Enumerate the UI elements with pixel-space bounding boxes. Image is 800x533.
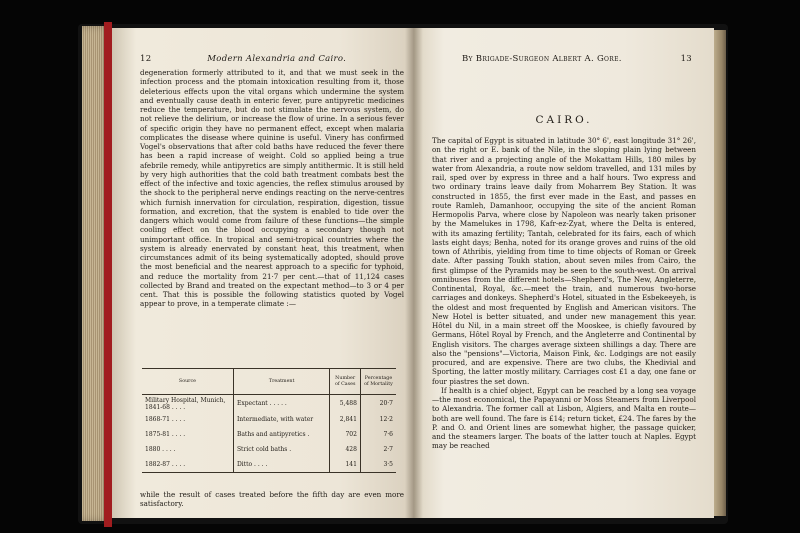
right-paragraph-1: The capital of Egypt is situated in latitude 30° 6', east longitude 31° 26', on the right or E. bank of the Nile, in the sloping plain lying between that river and a projecting angle of the Mokattam Hills, 180 miles by water from Alexandria, a route now seldom travelled, and 131 miles by rail, sped over by express in three and a half hours. Two express and two ordinary trains leave daily from Moharrem Bey Station. It was constructed in 1855, the first ever made in the East, and passes en route Ramleh, Damanhoor, occupying the site of the ancient Roman Hermopolis Parva, where close by Napoleon was nearly taken prisoner by the Mamelukes in 1798, Kafr-ez-Zyat, where the Delta is entered, with its amazing fertility; Tantah, celebrated for its fairs, each of which lasts eight days; Benha, noted for its orange groves and ruins of the old town of Athribis, yielding from time to time objects of Roman or Greek date. After passing Toukh station, about seven miles from Cairo, the first glimpse of the Pyramids may be seen to the south-west. On arrival omnibuses from the different hotels—Shepherd's, The New, Angleterre, Continental, Royal, &c.—meet the train, and numerous two-horse carriages and donkeys. Shepherd's Hotel, situated in the Esbekeeyeh, is the oldest and most frequented by English and American visitors. The New Hotel is better situated, and under new management this year. Hôtel du Nil, in a main street off the Mooskee, is chiefly favoured by Germans, Hôtel Royal by French, and the Angleterre and Continental by English visitors. The charges average sixteen shillings a day. There are also the "pensions"—Victoria, Maison Fink, &c. Lodgings are not easily procured, and are expensive. There are two clubs, the Khedivial and Sporting, the latter mostly military. Carriages cost £1 a day, one fane or four piastres the set down. [432, 136, 696, 386]
table-row [142, 427, 396, 442]
cell-treatment: Expectant . . . . . [233, 395, 330, 413]
left-after-table-text [140, 490, 404, 509]
cell-treatment: Intermediate, with water [233, 412, 330, 427]
cell-cases: 5,488 [330, 395, 360, 413]
cell-mortality: 12·2 [360, 412, 396, 427]
table-row [142, 457, 396, 473]
cell-cases: 702 [330, 427, 360, 442]
right-running-head [462, 54, 692, 64]
table-header-treatment: Treatment [233, 369, 330, 395]
table-row [142, 395, 396, 413]
table-header-row [142, 369, 396, 395]
cell-cases: 428 [330, 442, 360, 457]
left-running-head [140, 54, 402, 64]
cell-mortality: 20·7 [360, 395, 396, 413]
right-paragraph-2: If health is a chief object, Egypt can be reached by a long sea voyage—the most economical, the Papayanni or Moss Steamers from Liverpool to Alexandria. The former call at Lisbon, Algiers, and Malta en route—both are well found. The fare is £14; return ticket, £24. The fares by the P. and O. and Orient lines are somewhat higher, the passage quicker, and the steamers larger. The boats of the latter touch at Naples. Egypt may be reached [432, 385, 696, 451]
cell-source: Military Hospital, Munich, 1841-68 . . . . [145, 396, 226, 411]
left-body-paragraph: degeneration formerly attributed to it, and that we must seek in the infection process and the ptomain intoxication resulting from it, those deleterious effects upon the vital organs which undermine the system and eventually cause death in enteric fever, pure antipyretic medicines reduce the temperature, but do not stimulate the nervous system, do not relieve the delirium, or increase the flow of urine. In a serious fever of specific origin they have no permanent effect, except when malaria complicates the disease where quinine is useful. Vinery has confirmed Vogel's observations that after cold baths have reduced the fever there has been a rapid increase of weight. Cold so applied being a true afebrile remedy, while antipyretics are simply antithermic. It is still held by very high authorities that the cold bath treatment combats best the effect of the infective and toxic agencies, the reflex stimulus aroused by the shock to the peripheral nerve endings reacting on the nerve-centres which furnish innervation for circulation, respiration, digestion, tissue formation, and excretion, that the system is enabled to tide over the dangers which would come from failure of these functions—the simple cooling effect on the blood occupying a secondary though not unimportant office. In tropical and semi-tropical countries where the system is already enervated by constant heat, this treatment, when circumstances admit of its being systematically adopted, should prove the most beneficial and the nearest approach to a specific for typhoid, and reduce the mortality from 21·7 per cent.—that of 11,124 cases collected by Brand and treated on the expectant method—to 3 or 4 per cent. That this is possible the following statistics quoted by Vogel appear to prove, in a temperate climate :— [140, 68, 404, 309]
cell-source: 1880 . . . . [145, 446, 176, 453]
statistics-table [142, 368, 396, 473]
cell-treatment: Ditto . . . . [233, 457, 330, 473]
cell-treatment: Strict cold baths . [233, 442, 330, 457]
page-edges-right [712, 30, 726, 516]
cell-cases: 141 [330, 457, 360, 473]
cell-mortality: 2·7 [360, 442, 396, 457]
cell-source: 1875-81 . . . . [145, 431, 186, 438]
after-table-paragraph: while the result of cases treated before the fifth day are even more satisfactory. [140, 490, 404, 509]
table-header-cases: Number of Cases [330, 369, 360, 395]
cell-source: 1868-71 . . . . [145, 416, 186, 423]
red-binding-edge [104, 22, 112, 527]
cell-mortality: 7·6 [360, 427, 396, 442]
left-page-number: 12 [140, 54, 152, 64]
left-running-title: Modern Alexandria and Cairo. [207, 54, 347, 64]
table-row [142, 412, 396, 427]
left-body-text [140, 68, 404, 309]
cell-cases: 2,841 [330, 412, 360, 427]
table-header-source: Source [178, 378, 197, 384]
cell-source: 1882-87 . . . . [142, 457, 233, 473]
right-page [414, 28, 714, 518]
cell-treatment: Baths and antipyretics . [233, 427, 330, 442]
table-header-mortality: Percentage of Mortality [360, 369, 396, 395]
left-page [112, 28, 414, 518]
chapter-heading: CAIRO. [535, 114, 593, 126]
right-page-number: 13 [680, 54, 692, 64]
right-body-text [432, 136, 696, 451]
right-running-title: By Brigade-Surgeon Albert A. Gore. [462, 54, 622, 64]
table-row [142, 442, 396, 457]
cell-mortality: 3·5 [360, 457, 396, 473]
